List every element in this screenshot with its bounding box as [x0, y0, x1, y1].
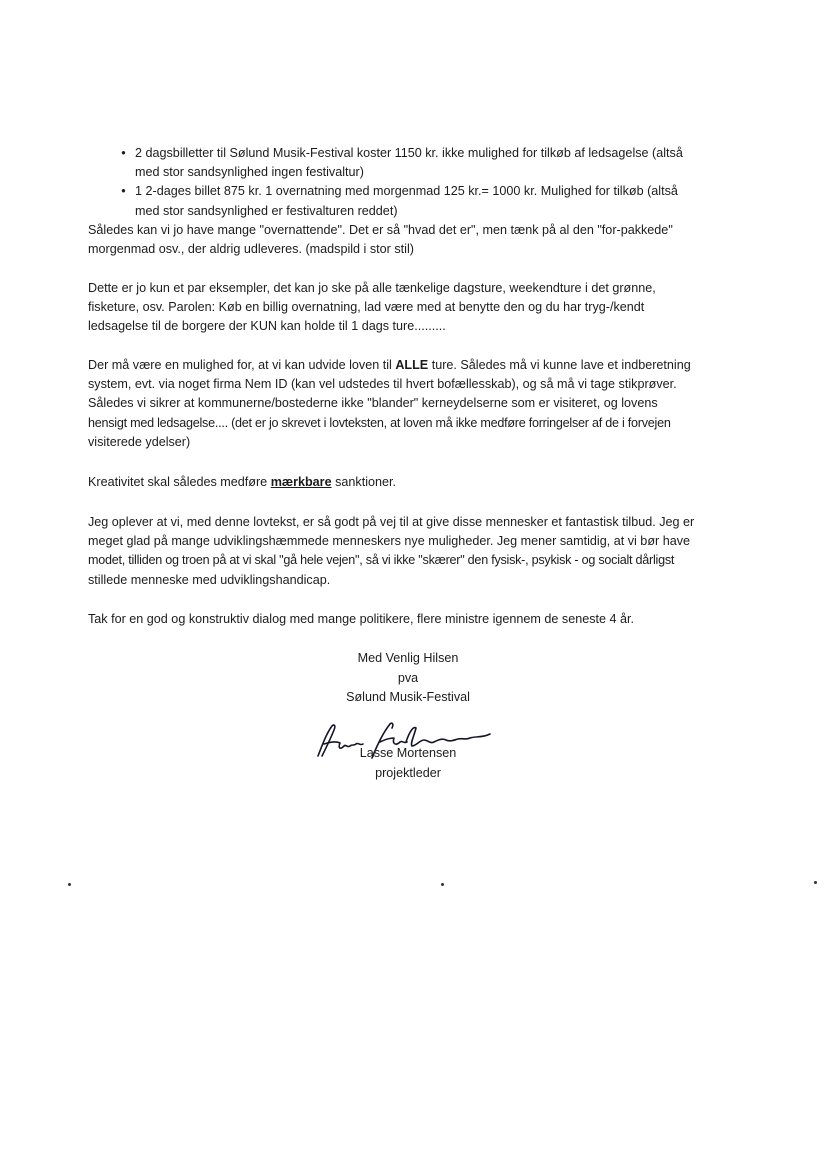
- signatory-name: Lasse Mortensen: [359, 746, 457, 760]
- text-line: Jeg oplever at vi, med denne lovtekst, er så godt på vej til at give disse mennesker et fantastisk tilbud. Jeg er: [88, 515, 695, 529]
- text-line: system, evt. via noget firma Nem ID (kan vel udstedes til hvert bofællesskab), og så må vi tage stikprøver.: [88, 377, 677, 392]
- closing-pva: pva: [397, 670, 419, 685]
- text-line: fisketure, osv. Parolen: Køb en billig overnatning, lad være med at benytte den og du har tryg-/kendt: [88, 300, 645, 315]
- text-line: Således vi sikrer at kommunerne/bostederne ikke "blander" kerneydelserne som er visiteret, og lovens: [88, 396, 658, 411]
- closing-greeting: Med Venlig Hilsen: [357, 651, 459, 665]
- text-line: [88, 356, 736, 375]
- text-line: Således kan vi jo have mange "overnattende". Det er så "hvad det er", men tænk på al den "for-pakkede": [88, 223, 673, 237]
- scan-speck: [441, 883, 444, 886]
- text-line: modet, tilliden og troen på at vi skal "gå hele vejen", så vi ikke "skærer" den fysisk-, psykisk - og socialt dårligst: [88, 553, 675, 568]
- bullet-line: • 2 dagsbilletter til Sølund Musik-Festival koster 1150 kr. ikke mulighed for tilkøb af ledsagelse (altså: [135, 146, 683, 160]
- text-line: [88, 473, 736, 492]
- underlined-word: mærkbare: [270, 475, 332, 489]
- text-segment: ture. Således må vi kunne lave et indberetning: [428, 358, 691, 372]
- text-segment: sanktioner.: [331, 475, 397, 489]
- list-item: [110, 182, 748, 220]
- text-line: Dette er jo kun et par eksempler, det kan jo ske på alle tænkelige dagsture, weekendture i det grønne,: [88, 281, 656, 295]
- text-line: ledsagelse til de borgere der KUN kan holde til 1 dags ture.........: [88, 319, 446, 334]
- signatory-title: projektleder: [375, 765, 441, 780]
- text-segment: Kreativitet skal således medføre: [88, 475, 271, 489]
- bullet-line: med stor sandsynlighed ingen festivaltur): [135, 165, 364, 180]
- paragraph-lovtekst: [88, 513, 736, 590]
- paragraph-overnatning: [88, 221, 736, 259]
- bullet-line: med stor sandsynlighed er festivalturen reddet): [135, 203, 398, 218]
- paragraph-eksempler: [88, 279, 736, 337]
- text-line: Tak for en god og konstruktiv dialog med mange politikere, flere ministre igennem de seneste 4 år.: [88, 612, 635, 626]
- closing-block: [300, 649, 516, 708]
- list-item: [110, 144, 748, 182]
- scan-speck: [814, 881, 817, 884]
- bullet-list: [88, 144, 748, 221]
- text-segment: Der må være en mulighed for, at vi kan udvide loven til: [88, 358, 396, 372]
- emphasis-alle: ALLE: [395, 358, 429, 372]
- signatory-block: [300, 744, 516, 783]
- paragraph-alle-ture: [88, 356, 736, 452]
- paragraph-tak: [88, 610, 736, 629]
- text-line: hensigt med ledsagelse.... (det er jo skrevet i lovteksten, at loven må ikke medføre forringelser af de i forvejen: [88, 415, 671, 430]
- text-line: stillede menneske med udviklingshandicap.: [88, 572, 331, 587]
- text-line: visiterede ydelser): [88, 434, 191, 449]
- closing-organization: Sølund Musik-Festival: [346, 690, 470, 704]
- bullet-line: • 1 2-dages billet 875 kr. 1 overnatning med morgenmad 125 kr.= 1000 kr. Mulighed for tilkøb (altså: [135, 184, 678, 199]
- scan-speck: [68, 883, 71, 886]
- paragraph-sanktioner: [88, 473, 736, 492]
- text-line: morgenmad osv., der aldrig udleveres. (madspild i stor stil): [88, 242, 414, 257]
- text-line: meget glad på mange udviklingshæmmede menneskers nye muligheder. Jeg mener samtidig, at vi bør have: [88, 534, 691, 549]
